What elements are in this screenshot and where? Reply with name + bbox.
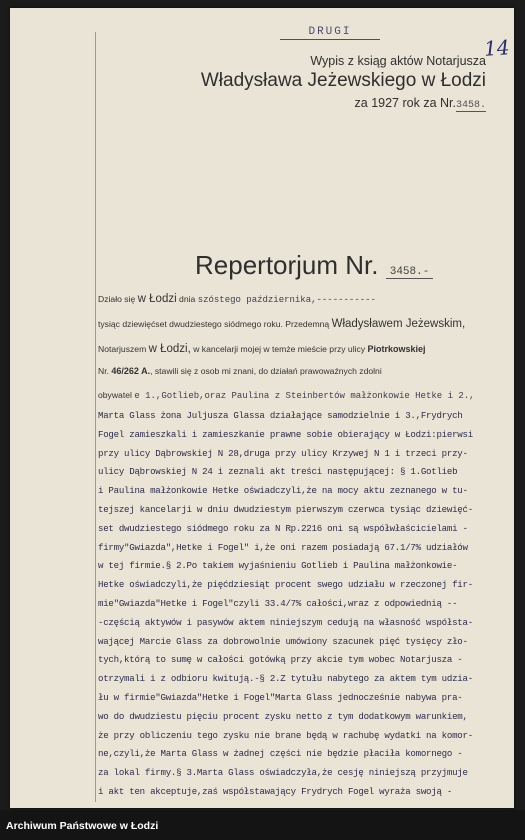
- body-line: ne,czyli,że Marta Glass w żadnej części nie będzie płaciła komornego -: [98, 748, 463, 760]
- body-line: Marta Glass żona Juljusza Glassa działające samodzielnie i 3.,Frydrych: [98, 410, 463, 421]
- form-line: [98, 366, 506, 376]
- form-line: [98, 343, 506, 355]
- body-line: firmy"Gwiazda",Hetke i Fogel" i,że oni razem posiadają 67.1/7% udziałów: [98, 541, 468, 553]
- margin-line: [95, 32, 96, 802]
- form-line-part: w Łodzi: [137, 293, 177, 305]
- body-line: -częścią aktywów i pasywów aktem niniejszym cedują na własność współsta-: [98, 616, 473, 628]
- form-line: [98, 390, 506, 401]
- body-line: i Paulina małżonkowie Hetke oświadczyli,że na mocy aktu zeznanego w tu-: [98, 485, 468, 497]
- form-line-part: w Łodzi,: [148, 343, 191, 355]
- body-line: otrzymali i z odbioru kwitują.-§ 2.Z tytułu nabytego za aktem tym udzia-: [98, 673, 473, 685]
- document-page: [10, 8, 514, 808]
- body-line: set dwudziestego siódmego roku za N Rp.2216 oni są współwłaścicielami -: [98, 522, 468, 534]
- form-line-part: e 1.,Gotlieb,oraz Paulina z Steinbertów małżonkowie Hetke i 2.,: [134, 391, 475, 401]
- body-line: w tej firmie.§ 2.Po takiem wyjaśnieniu Gotlieb i Paulina małżonkowie-: [98, 560, 458, 572]
- form-line-part: szóstego października: [197, 295, 312, 305]
- form-line-part: Piotrkowskiej: [367, 344, 426, 354]
- archive-footer: [0, 810, 525, 840]
- body-line: łu w firmie"Gwiazda"Hetke i Fogel"Marta Glass jednocześnie nabywa pra-: [98, 692, 463, 703]
- body-line: za lokal firmy.§ 3.Marta Glass oświadczyła,że cesję niniejszą przyjmuje: [98, 767, 468, 779]
- form-line-part: Władysławem Jeżewskim,: [331, 318, 466, 330]
- body-line: mie"Gwiazda"Hetke i Fogel"czyli 33.4/7% całości,wraz z odpowiednią --: [98, 598, 458, 609]
- body-line: wającej Marcie Glass za dobrowolnie umówiony szacunek pięć tysięcy zło-: [98, 635, 468, 647]
- body-line: Fogel zamieszkali i zamieszkanie prawne sobie obierający w Łodzi:pierwsi: [98, 428, 473, 440]
- header-number: 3458.: [455, 100, 486, 111]
- header-year-label: za 1927 rok za Nr.: [354, 96, 456, 110]
- form-line-part: 46/262 A.: [111, 366, 151, 376]
- archive-label: Archiwum Państwowe w Łodzi: [6, 820, 159, 832]
- header-line-3: [355, 96, 486, 111]
- body-line: że przy obliczeniu tego zysku nie brane będą w rachubę wydatki na komor-: [98, 729, 473, 741]
- form-line-part: Nr.: [98, 366, 112, 376]
- page-number-handwritten: 14: [483, 35, 511, 61]
- repertorium-title: [195, 250, 433, 281]
- body-line: ulicy Dąbrowskiej N 24 i zeznali akt treści następującej: § 1.Gotlieb: [98, 466, 458, 478]
- body-line: wo do dwudziestu pięciu procent zysku netto z tym dodatkowym warunkiem,: [98, 710, 468, 722]
- copy-label: DRUGI: [280, 26, 380, 40]
- form-line-part: , stawili się z osob mi znani, do działań prawowaźnych zdolni: [150, 366, 382, 376]
- header-notary-name: Władysława Jeżewskiego w Łodzi: [200, 70, 486, 91]
- form-line-part: w kancelarji mojej w temże mieście przy ulicy: [190, 344, 368, 354]
- form-line-part: obywatel: [98, 390, 135, 400]
- body-line: przy ulicy Dąbrowskiej N 28,druga przy ulicy Krzywej N 1 i trzeci przy-: [98, 447, 468, 459]
- body-line: tejszej kancelarji w dniu dwudziestym pierwszym czerwca tysiąc dziewięć-: [98, 504, 473, 515]
- body-line: Hetke oświadczyli,że pięćdziesiąt procent swego udziału w rzeczonej fir-: [98, 579, 473, 591]
- form-line-part: ,-----------: [311, 295, 376, 305]
- form-line-part: tysiąc dziewięćset dwudziestego siódmego roku. Przedemną: [98, 319, 332, 329]
- form-line: [98, 318, 506, 330]
- header-line-1: Wypis z ksiąg aktów Notarjusza: [310, 54, 486, 68]
- body-line: i akt ten akceptuje,zaś współstawający Frydrych Fogel wyraża swoją -: [98, 786, 453, 797]
- form-line-part: Działo się: [98, 294, 138, 304]
- form-line-part: Notarjuszem: [98, 344, 149, 354]
- form-line-part: dnia: [176, 294, 198, 304]
- repertorium-label: Repertorjum Nr.: [195, 250, 379, 280]
- form-line: [98, 293, 506, 305]
- repertorium-number: 3458.-: [386, 266, 434, 279]
- body-line: tych,którą to sumę w całości gotówką przy akcie tym wobec Notarjusza -: [98, 654, 463, 666]
